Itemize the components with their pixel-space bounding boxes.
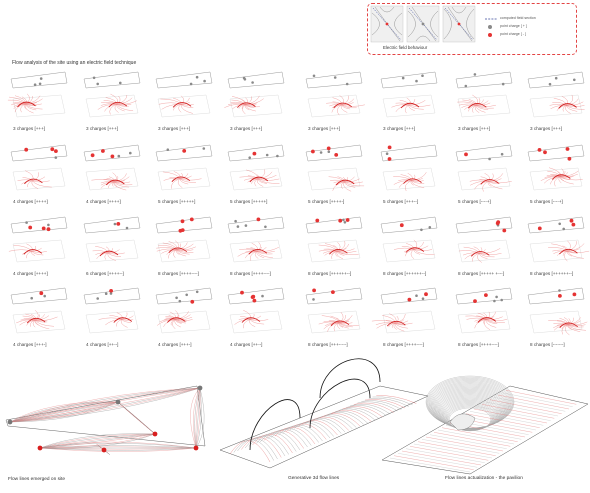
- analysis-label: 4 charges [++++]: [13, 199, 48, 204]
- analysis-cell-2-1: [5, 140, 71, 200]
- analysis-cell-4-5: [300, 283, 366, 343]
- analysis-cell-1-2: [78, 67, 144, 127]
- analysis-label: 3 charges [+++]: [13, 126, 46, 131]
- analysis-cell-1-5: [300, 67, 366, 127]
- analysis-cell-4-1: [5, 283, 71, 343]
- analysis-label: 3 charges [+++]: [230, 126, 263, 131]
- legend-label-field: computed field section: [500, 16, 536, 20]
- analysis-label: 3 charges [+++]: [86, 126, 119, 131]
- legend-caption: Electric field behaviour: [383, 45, 428, 50]
- analysis-label: 6 charges [++++--]: [86, 271, 124, 276]
- analysis-label: 8 charges [++++----]: [230, 271, 271, 276]
- analysis-label: 3 charges [+++]: [308, 126, 341, 131]
- analysis-cell-1-3: [150, 67, 216, 127]
- analysis-cell-3-6: [375, 212, 441, 272]
- analysis-label: 4 charges [++--]: [230, 342, 263, 347]
- analysis-cell-3-5: [300, 212, 366, 272]
- analysis-label: 3 charges [+++]: [158, 126, 191, 131]
- analysis-cell-4-7: [450, 283, 516, 343]
- analysis-cell-3-4: [222, 212, 288, 272]
- analysis-label: 8 charges [++++++--]: [308, 271, 352, 276]
- analysis-cell-4-2: [78, 283, 144, 343]
- analysis-cell-3-8: [522, 212, 588, 272]
- analysis-cell-2-5: [300, 140, 366, 200]
- analysis-label: 5 charges [----+]: [458, 199, 491, 204]
- legend-label-positive: point charge [ + ]: [500, 24, 527, 28]
- analysis-label: 5 charges [++++-]: [308, 199, 345, 204]
- analysis-label: 5 charges [+++++]: [158, 199, 196, 204]
- page-title: Flow analysis of the site using an electric field technique: [12, 60, 137, 66]
- analysis-label: 5 charges [+++--]: [383, 199, 419, 204]
- analysis-label: 8 charges [-------]: [530, 342, 565, 347]
- analysis-cell-2-7: [450, 140, 516, 200]
- legend-thumbnails: [370, 5, 480, 47]
- analysis-cell-4-8: [522, 283, 588, 343]
- caption-pavilion: Flow lines actualization - the pavilion: [445, 476, 523, 481]
- pavilion-render: [380, 360, 590, 475]
- analysis-label: 8 charges [++++----]: [458, 342, 499, 347]
- analysis-label: 4 charges [++--]: [86, 342, 119, 347]
- analysis-label: 4 charges [++++]: [86, 199, 121, 204]
- analysis-label: 8 charges [++++++--]: [383, 271, 427, 276]
- analysis-label: 4 charges [+++-]: [13, 342, 47, 347]
- analysis-cell-2-4: [222, 140, 288, 200]
- analysis-label: 8 charges [++++----]: [158, 271, 199, 276]
- legend-label-negative: point charge [ - ]: [500, 32, 526, 36]
- analysis-cell-1-4: [222, 67, 288, 127]
- analysis-label: 4 charges [+++-]: [158, 342, 192, 347]
- analysis-cell-2-6: [375, 140, 441, 200]
- analysis-label: 5 charges [+++++]: [230, 199, 268, 204]
- analysis-label: 8 charges [+++++ +---]: [458, 271, 504, 276]
- analysis-cell-3-2: [78, 212, 144, 272]
- analysis-cell-4-6: [375, 283, 441, 343]
- legend-symbol-negative: [487, 32, 493, 38]
- analysis-label: 8 charges [+++-----]: [308, 342, 348, 347]
- caption-generative-3d: Generative 3d flow lines: [288, 476, 340, 481]
- analysis-cell-1-1: [5, 67, 71, 127]
- caption-site-flow: Flow lines emerged on site: [8, 477, 66, 482]
- analysis-cell-3-7: [450, 212, 516, 272]
- analysis-label: 8 charges [++++++--]: [530, 271, 574, 276]
- analysis-cell-2-3: [150, 140, 216, 200]
- analysis-cell-3-3: [150, 212, 216, 272]
- analysis-label: 8 charges [++++----]: [383, 342, 424, 347]
- legend-symbol-dashed: [485, 17, 497, 21]
- analysis-label: 4 charges [++++]: [13, 271, 48, 276]
- analysis-cell-4-4: [222, 283, 288, 343]
- analysis-label: 3 charges [+++]: [530, 126, 563, 131]
- analysis-label: 3 charges [+++]: [458, 126, 491, 131]
- analysis-cell-4-3: [150, 283, 216, 343]
- site-flow-lines-plan: [0, 378, 215, 473]
- analysis-cell-2-2: [78, 140, 144, 200]
- analysis-cell-3-1: [5, 212, 71, 272]
- analysis-cell-1-7: [450, 67, 516, 127]
- analysis-cell-1-6: [375, 67, 441, 127]
- analysis-cell-2-8: [522, 140, 588, 200]
- legend-symbol-positive: [487, 24, 493, 30]
- analysis-label: 3 charges [+++]: [383, 126, 416, 131]
- analysis-cell-1-8: [522, 67, 588, 127]
- analysis-label: 5 charges [----+]: [530, 199, 563, 204]
